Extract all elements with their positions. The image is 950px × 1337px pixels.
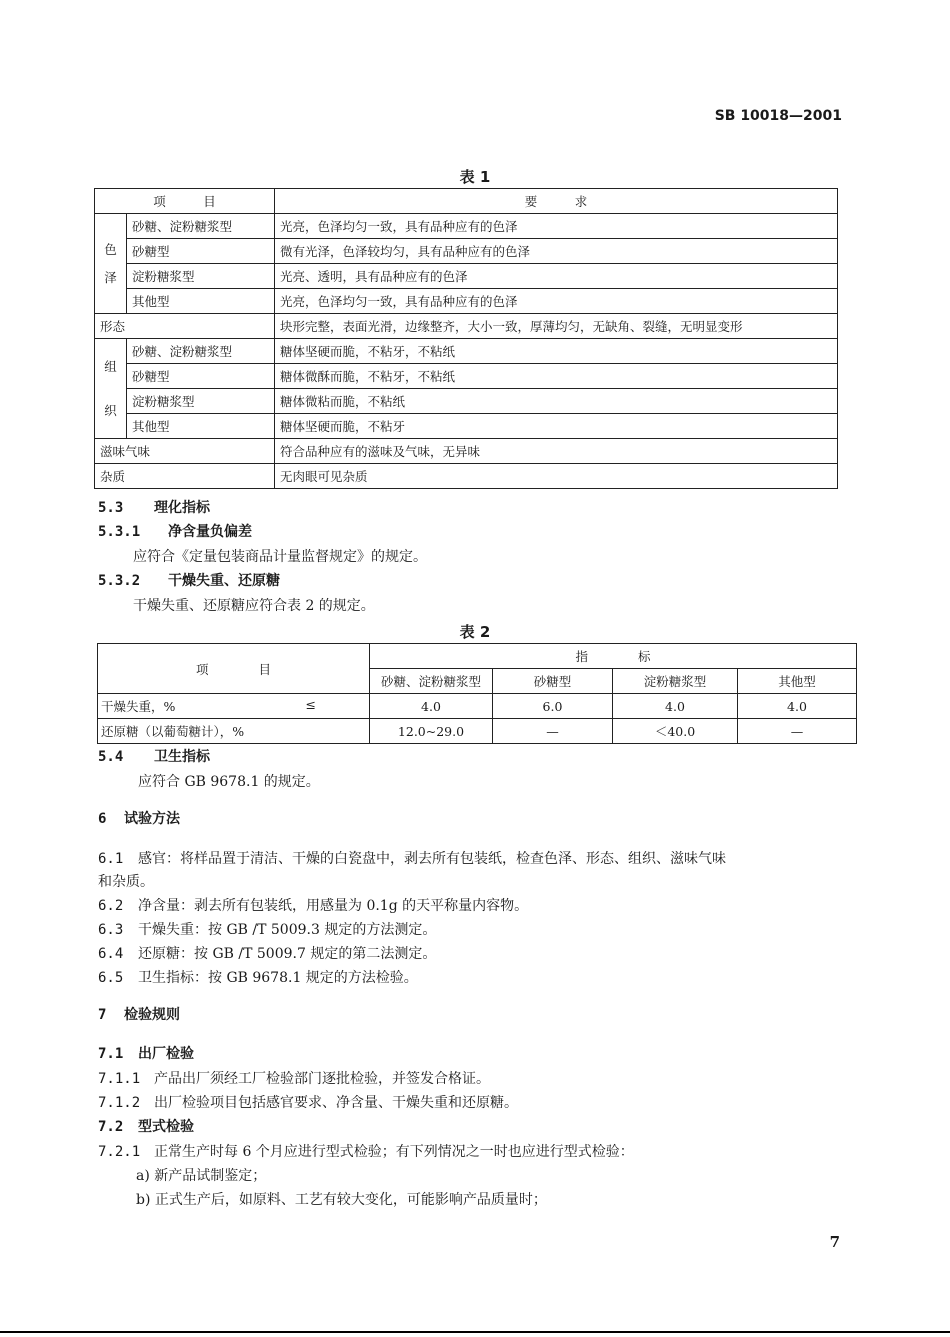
- shape-label: 形态: [95, 314, 275, 339]
- table-row: [95, 389, 838, 414]
- table-row: [98, 644, 857, 669]
- section-6-5: 6.5 卫生指标：按 GB 9678.1 规定的方法检验。: [98, 970, 418, 986]
- table1-header-req: 要 求: [275, 189, 838, 214]
- table-row: [95, 364, 838, 389]
- section-7-2-1: 7.2.1 正常生产时每 6 个月应进行型式检验；有下列情况之一时也应进行型式检验：: [98, 1144, 634, 1160]
- section-7-1: 7.1 出厂检验: [98, 1046, 194, 1062]
- type-cell: 其他型: [127, 289, 275, 314]
- table2-header-item: 项 目: [98, 644, 370, 694]
- table-row: [95, 314, 838, 339]
- req-cell: 光亮，色泽均匀一致，具有品种应有的色泽: [275, 289, 838, 314]
- table-row: [95, 214, 838, 239]
- req-cell: 光亮、透明，具有品种应有的色泽: [275, 264, 838, 289]
- type-header: 砂糖型: [493, 669, 613, 694]
- page-bottom-rule: [0, 1331, 950, 1333]
- type-header: 淀粉糖浆型: [613, 669, 738, 694]
- type-cell: 淀粉糖浆型: [127, 264, 275, 289]
- section-7-1-2: 7.1.2 出厂检验项目包括感官要求、净含量、干燥失重和还原糖。: [98, 1095, 518, 1111]
- req-cell: 糖体坚硬而脆，不粘牙，不粘纸: [275, 339, 838, 364]
- value-cell: 4.0: [370, 694, 493, 719]
- section-7-2-1-a: a) 新产品试制鉴定；: [136, 1168, 267, 1184]
- table2-caption: 表 2: [459, 623, 491, 641]
- table2-header-index: 指 标: [370, 644, 857, 669]
- table1-caption: 表 1: [459, 168, 491, 186]
- row-item: 还原糖（以葡萄糖计），%: [98, 719, 370, 744]
- type-cell: 砂糖、淀粉糖浆型: [127, 214, 275, 239]
- section-6: 6 试验方法: [98, 811, 180, 827]
- value-cell: 4.0: [738, 694, 857, 719]
- table-row: [95, 339, 838, 364]
- table1-header-item: 项 目: [95, 189, 275, 214]
- section-6-1-cont: 和杂质。: [98, 874, 154, 890]
- value-cell: —: [738, 719, 857, 744]
- table-row: [95, 289, 838, 314]
- req-cell: 微有光泽，色泽较均匀，具有品种应有的色泽: [275, 239, 838, 264]
- type-cell: 砂糖、淀粉糖浆型: [127, 339, 275, 364]
- section-5-3-2-text: 干燥失重、还原糖应符合表 2 的规定。: [133, 598, 375, 614]
- type-header: 砂糖、淀粉糖浆型: [370, 669, 493, 694]
- impurity-label: 杂质: [95, 464, 275, 489]
- section-5-3-1: 5.3.1 净含量负偏差: [98, 524, 252, 540]
- req-cell: 符合品种应有的滋味及气味，无异味: [275, 439, 838, 464]
- req-cell: 无肉眼可见杂质: [275, 464, 838, 489]
- table-row: [95, 264, 838, 289]
- type-cell: 砂糖型: [127, 239, 275, 264]
- table-row: [98, 719, 857, 744]
- standard-number: SB 10018—2001: [714, 108, 842, 124]
- table-row: [95, 464, 838, 489]
- value-cell: —: [493, 719, 613, 744]
- table2: [97, 643, 857, 744]
- req-cell: 糖体微粘而脆，不粘纸: [275, 389, 838, 414]
- req-cell: 光亮，色泽均匀一致，具有品种应有的色泽: [275, 214, 838, 239]
- table-row: [95, 414, 838, 439]
- section-6-2: 6.2 净含量：剥去所有包装纸，用感量为 0.1g 的天平称量内容物。: [98, 898, 529, 914]
- page-number: 7: [829, 1233, 840, 1251]
- section-7-1-1: 7.1.1 产品出厂须经工厂检验部门逐批检验，并签发合格证。: [98, 1071, 490, 1087]
- type-header: 其他型: [738, 669, 857, 694]
- taste-label: 滋味气味: [95, 439, 275, 464]
- type-cell: 其他型: [127, 414, 275, 439]
- table-row: [98, 694, 857, 719]
- value-cell: 6.0: [493, 694, 613, 719]
- req-cell: 糖体微酥而脆，不粘牙，不粘纸: [275, 364, 838, 389]
- section-5-4-text: 应符合 GB 9678.1 的规定。: [138, 774, 320, 790]
- table-row: [95, 189, 838, 214]
- table-row: [95, 439, 838, 464]
- section-6-1: 6.1 感官：将样品置于清洁、干燥的白瓷盘中，剥去所有包装纸，检查色泽、形态、组织、滋味气味: [98, 851, 726, 867]
- row-item: 干燥失重，% ≤: [98, 694, 370, 719]
- value-cell: ＜40.0: [613, 719, 738, 744]
- table1: [94, 188, 838, 489]
- type-cell: 砂糖型: [127, 364, 275, 389]
- texture-group-label: 组 织: [95, 339, 127, 439]
- section-6-4: 6.4 还原糖：按 GB /T 5009.7 规定的第二法测定。: [98, 946, 437, 962]
- value-cell: 4.0: [613, 694, 738, 719]
- section-7-2: 7.2 型式检验: [98, 1119, 194, 1135]
- section-7: 7 检验规则: [98, 1007, 180, 1023]
- color-group-label: 色 泽: [95, 214, 127, 314]
- table-row: [95, 239, 838, 264]
- section-6-3: 6.3 干燥失重：按 GB /T 5009.3 规定的方法测定。: [98, 922, 437, 938]
- section-5-3-1-text: 应符合《定量包装商品计量监督规定》的规定。: [133, 549, 427, 565]
- type-cell: 淀粉糖浆型: [127, 389, 275, 414]
- section-5-3-2: 5.3.2 干燥失重、还原糖: [98, 573, 280, 589]
- section-7-2-1-b: b) 正式生产后，如原料、工艺有较大变化，可能影响产品质量时；: [136, 1192, 547, 1208]
- section-5-4: 5.4 卫生指标: [98, 749, 210, 765]
- req-cell: 块形完整，表面光滑，边缘整齐，大小一致，厚薄均匀，无缺角、裂缝，无明显变形: [275, 314, 838, 339]
- value-cell: 12.0~29.0: [370, 719, 493, 744]
- section-5-3: 5.3 理化指标: [98, 500, 210, 516]
- req-cell: 糖体坚硬而脆，不粘牙: [275, 414, 838, 439]
